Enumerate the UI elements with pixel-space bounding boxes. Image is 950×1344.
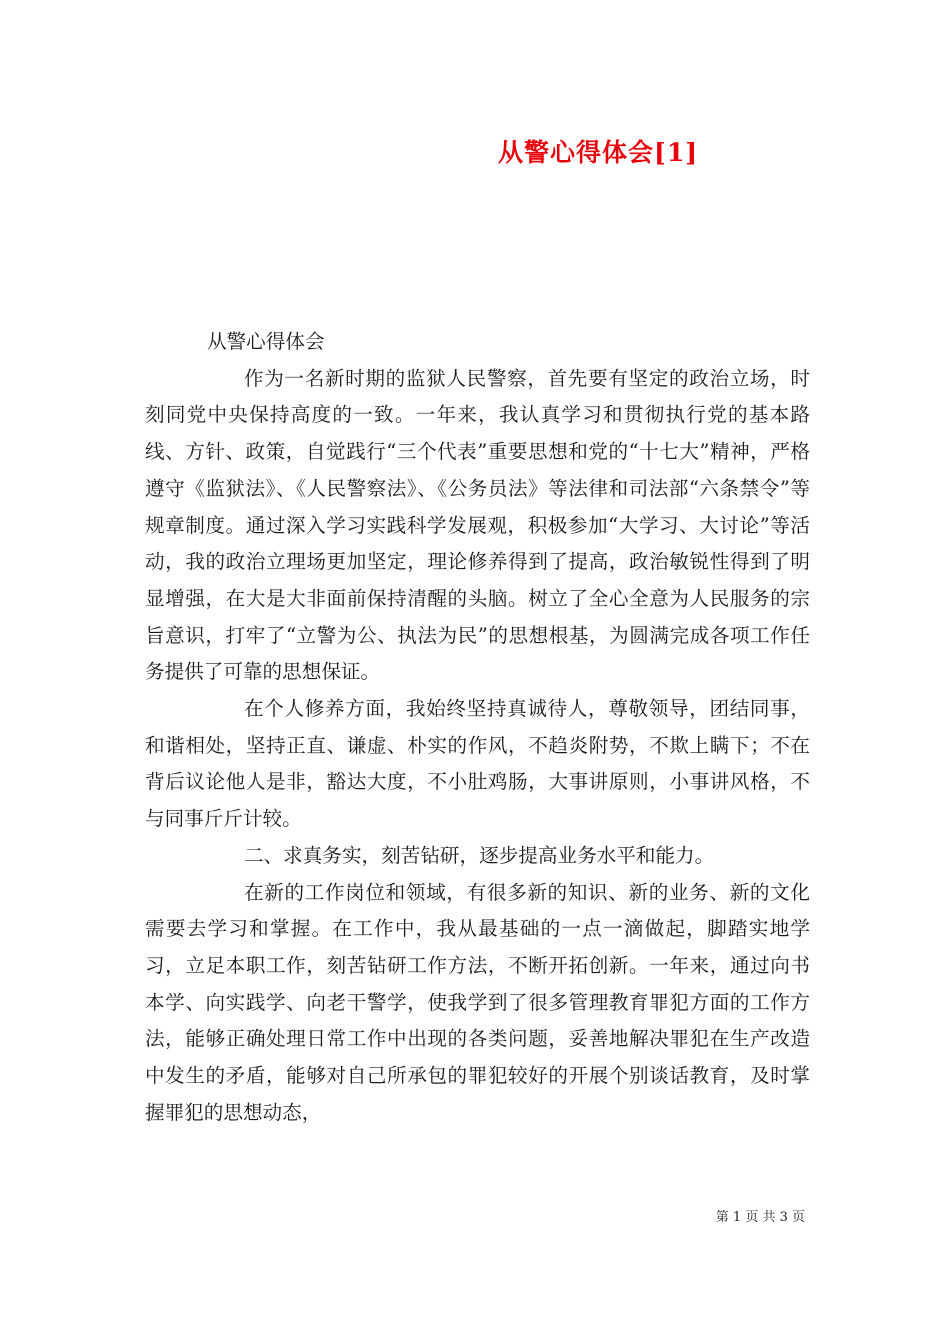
paragraph: 在新的工作岗位和领域，有很多新的知识、新的业务、新的文化需要去学习和掌握。在工作中，我从最基础的一点一滴做起，脚踏实地学习，立足本职工作，刻苦钻研工作方法，不断开拓创新。一年来，通过向书本学、向实践学、向老干警学，使我学到了很多管理教育罪犯方面的工作方法，能够正确处理日常工作中出现的各类问题，妥善地解决罪犯在生产改造中发生的矛盾，能够对自己所承包的罪犯较好的开展个别谈话教育，及时掌握罪犯的思想动态， [145, 880, 810, 1124]
paragraph: 在个人修养方面，我始终坚持真诚待人，尊敬领导，团结同事，和谐相处，坚持正直、谦虚、朴实的作风，不趋炎附势，不欺上瞒下；不在背后议论他人是非，豁达大度，不小肚鸡肠，大事讲原则，小事讲风格，不与同事斤斤计较。 [145, 697, 810, 831]
document-body [145, 324, 810, 1131]
page-number-footer: 第 1 页 共 3 页 [715, 1210, 805, 1225]
paragraph: 作为一名新时期的监狱人民警察，首先要有坚定的政治立场，时刻同党中央保持高度的一致。一年来，我认真学习和贯彻执行党的基本路线、方针、政策，自觉践行“三个代表”重要思想和党的“十七大”精神，严格遵守《监狱法》、《人民警察法》、《公务员法》等法律和司法部“六条禁令”等规章制度。通过深入学习实践科学发展观，积极参加“大学习、大讨论”等活动，我的政治立理场更加坚定，理论修养得到了提高，政治敏锐性得到了明显增强，在大是大非面前保持清醒的头脑。树立了全心全意为人民服务的宗旨意识，打牢了“立警为公、执法为民”的思想根基，为圆满完成各项工作任务提供了可靠的思想保证。 [145, 366, 810, 684]
paragraph: 二、求真务实，刻苦钻研，逐步提高业务水平和能力。 [244, 843, 715, 867]
section-heading: 从警心得体会 [207, 330, 325, 353]
document-title: 从警心得体会[1] [498, 138, 699, 167]
